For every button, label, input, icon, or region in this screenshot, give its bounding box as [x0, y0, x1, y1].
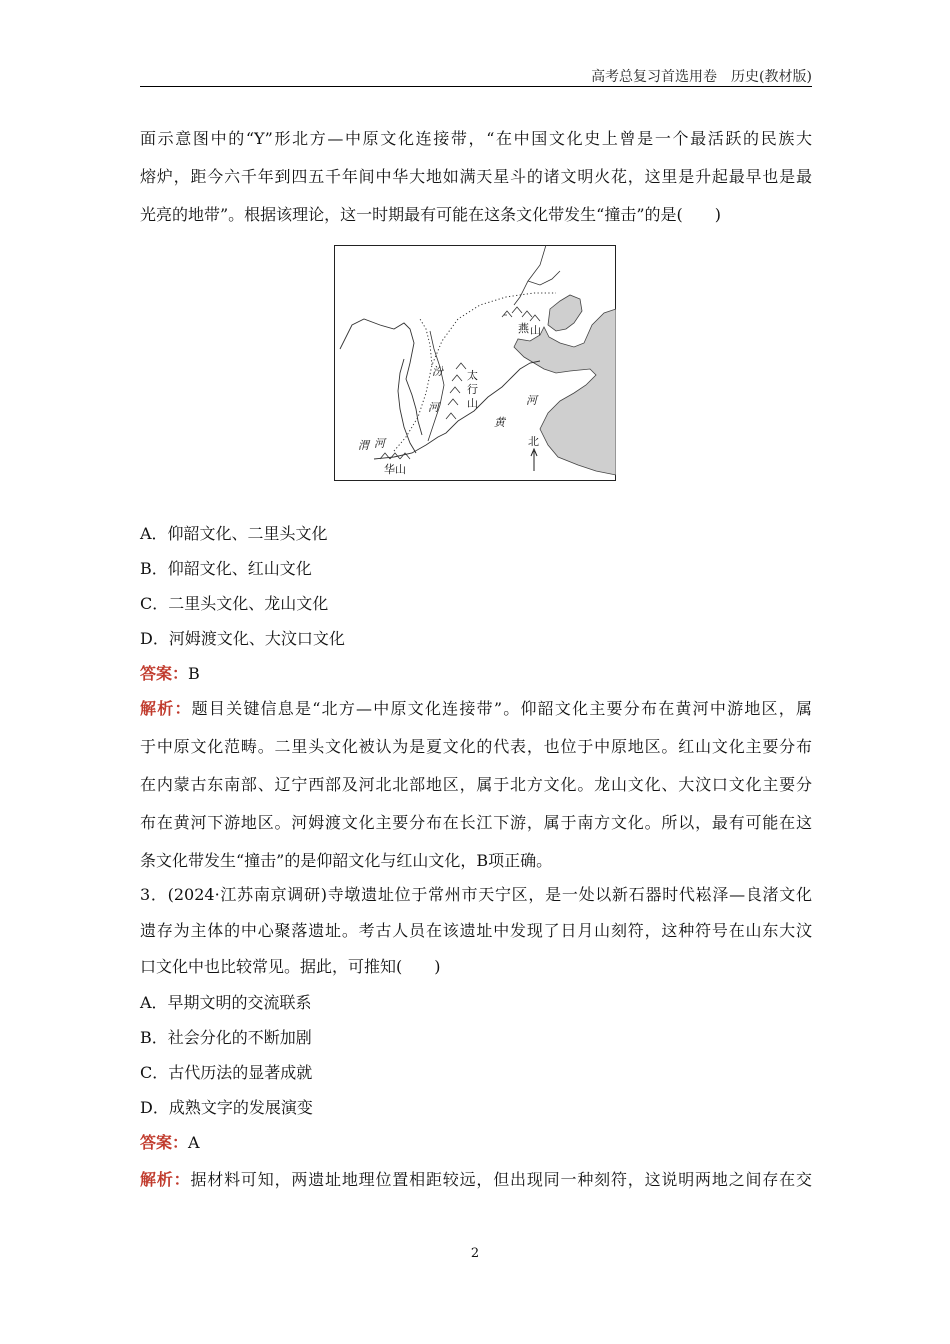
- q2-option-c: C．二里头文化、龙山文化: [140, 594, 329, 613]
- q2-analysis-line-3: 在内蒙古东南部、辽宁西部及河北北部地区，属于北方文化。龙山文化、大汶口文化主要分: [140, 775, 812, 794]
- running-header: 高考总复习首选用卷 历史(教材版): [591, 69, 812, 85]
- label-huang-he: 河: [526, 394, 537, 407]
- q2-answer-label: 答案：: [140, 664, 189, 683]
- q2-analysis-line-5: 条文化带发生“撞击”的是仰韶文化与红山文化，B项正确。: [140, 851, 553, 870]
- label-huang: 黄: [494, 416, 505, 429]
- q2-option-b: B．仰韶文化、红山文化: [140, 559, 312, 578]
- q3-answer-value: A: [188, 1133, 200, 1152]
- yellow-river-map: [334, 245, 616, 481]
- q3-option-d: D．成熟文字的发展演变: [140, 1098, 313, 1117]
- q2-answer-value: B: [188, 664, 200, 683]
- q2-analysis-line-2: 于中原文化范畴。二里头文化被认为是夏文化的代表，也位于中原地区。红山文化主要分布: [140, 737, 812, 756]
- q2-option-a: A．仰韶文化、二里头文化: [140, 524, 328, 543]
- q3-option-a: A．早期文明的交流联系: [140, 993, 312, 1012]
- q3-stem-line-2: 遗存为主体的中心聚落遗址。考古人员在该遗址中发现了日月山刻符，这种符号在山东大汶: [140, 921, 812, 940]
- label-huashan: 华山: [384, 463, 406, 476]
- q3-analysis-label: 解析：: [140, 1170, 191, 1189]
- q2-analysis-line-1: 解析：题目关键信息是“北方—中原文化连接带”。仰韶文化主要分布在黄河中游地区，属: [140, 699, 812, 718]
- label-taihang-shan: 山: [467, 397, 478, 410]
- q3-analysis-line-1: 解析：据材料可知，两遗址地理位置相距较远，但出现同一种刻符，这说明两地之间存在交: [140, 1170, 812, 1189]
- label-hang: 行: [467, 383, 478, 396]
- label-yan-shan: 山: [530, 324, 541, 337]
- q3-answer: [140, 1130, 200, 1153]
- q2-stem-line-2: 熔炉，距今六千年到四五千年间中华大地如满天星斗的诸文明火花，这里是升起最早也是最: [140, 167, 812, 186]
- q2-answer: [140, 661, 200, 684]
- q2-stem-line-3: 光亮的地带”。根据该理论，这一时期最有可能在这条文化带发生“撞击”的是( ): [140, 205, 722, 224]
- page-number: 2: [470, 1246, 480, 1261]
- label-fen-he: 河: [428, 401, 439, 414]
- q3-option-b: B．社会分化的不断加剧: [140, 1028, 312, 1047]
- label-yan: 燕: [518, 322, 529, 335]
- q3-stem-line-1: 3．(2024·江苏南京调研)寺墩遗址位于常州市天宁区，是一处以新石器时代崧泽—良渚文化: [140, 885, 812, 904]
- label-tai: 太: [467, 369, 478, 382]
- q2-stem-line-1: 面示意图中的“Y”形北方—中原文化连接带，“在中国文化史上曾是一个最活跃的民族大: [140, 129, 812, 148]
- q3-option-c: C．古代历法的显著成就: [140, 1063, 313, 1082]
- q2-analysis-line-4: 布在黄河下游地区。河姆渡文化主要分布在长江下游，属于南方文化。所以，最有可能在这: [140, 813, 812, 832]
- label-wei: 渭: [358, 439, 369, 452]
- label-north: 北: [528, 435, 539, 448]
- q3-answer-label: 答案：: [140, 1133, 189, 1152]
- label-fen: 汾: [432, 365, 443, 378]
- label-wei-he: 河: [374, 437, 385, 450]
- q2-analysis-label: 解析：: [140, 699, 192, 718]
- q2-option-d: D．河姆渡文化、大汶口文化: [140, 629, 345, 648]
- q3-stem-line-3: 口文化中也比较常见。据此，可推知( ): [140, 957, 441, 976]
- header-rule: [140, 86, 812, 87]
